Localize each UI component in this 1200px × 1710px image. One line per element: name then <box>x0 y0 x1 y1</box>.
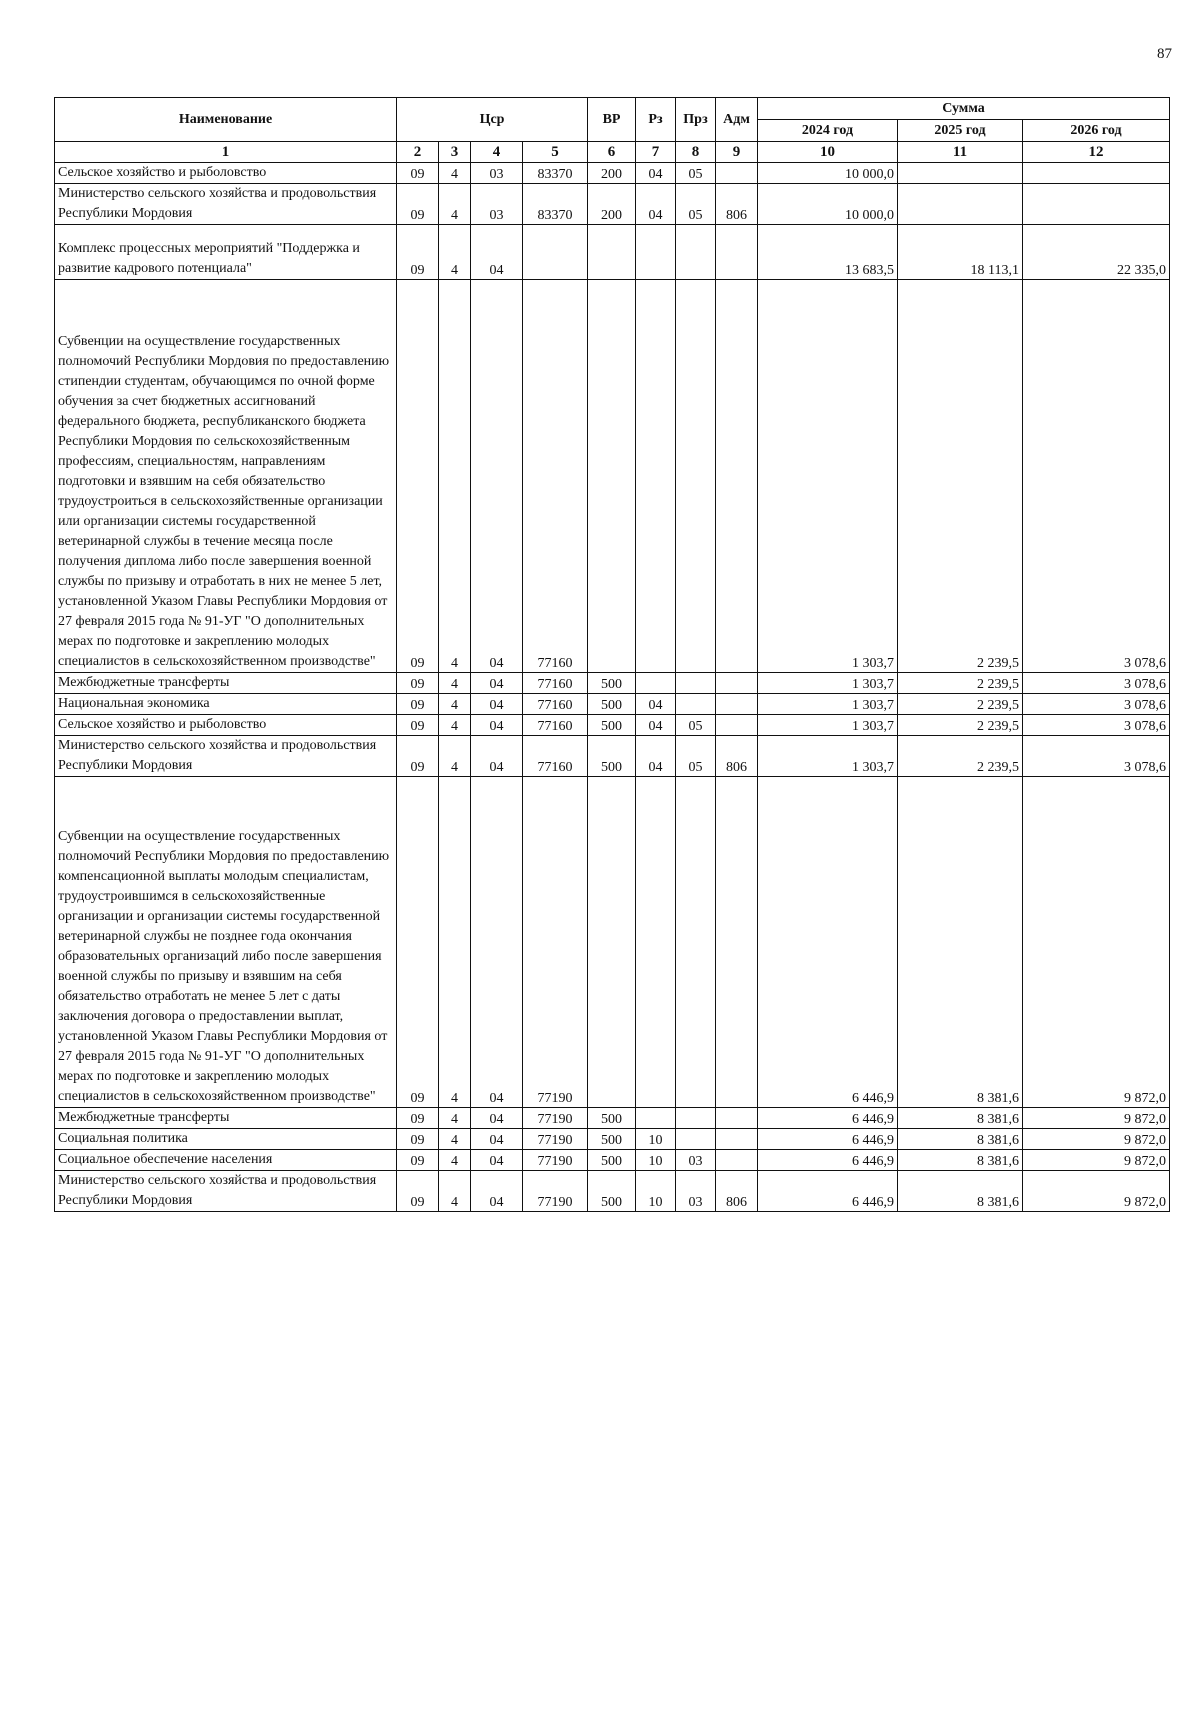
csr-program: 09 <box>397 1171 439 1212</box>
table-row <box>55 163 1170 184</box>
column-number: 1 <box>55 142 397 163</box>
header-name: Наименование <box>55 98 397 142</box>
sum-2025: 8 381,6 <box>898 1171 1023 1212</box>
csr-direction: 77160 <box>523 715 588 736</box>
csr-type: 4 <box>439 1150 471 1171</box>
csr-complex: 04 <box>471 280 523 673</box>
prz-cell: 05 <box>676 736 716 777</box>
table-row <box>55 715 1170 736</box>
sum-2024: 1 303,7 <box>758 715 898 736</box>
csr-direction: 77190 <box>523 777 588 1108</box>
table-row <box>55 777 1170 1108</box>
vr-cell: 500 <box>588 1108 636 1129</box>
table-row <box>55 1129 1170 1150</box>
sum-2025 <box>898 184 1023 225</box>
rz-cell <box>636 777 676 1108</box>
csr-type: 4 <box>439 163 471 184</box>
header-row-top <box>55 98 1170 120</box>
vr-cell: 500 <box>588 694 636 715</box>
rz-cell: 10 <box>636 1171 676 1212</box>
sum-2026: 3 078,6 <box>1023 736 1170 777</box>
row-name: Комплекс процессных мероприятий "Поддержка и развитие кадрового потенциала" <box>55 225 397 280</box>
csr-direction: 77190 <box>523 1171 588 1212</box>
table-row <box>55 673 1170 694</box>
row-name: Национальная экономика <box>55 694 397 715</box>
sum-2026: 9 872,0 <box>1023 1108 1170 1129</box>
csr-program: 09 <box>397 673 439 694</box>
csr-direction: 83370 <box>523 184 588 225</box>
table-row <box>55 736 1170 777</box>
sum-2024: 10 000,0 <box>758 184 898 225</box>
csr-direction: 77190 <box>523 1108 588 1129</box>
table-row <box>55 1150 1170 1171</box>
sum-2025: 8 381,6 <box>898 777 1023 1108</box>
sum-2026: 3 078,6 <box>1023 673 1170 694</box>
csr-type: 4 <box>439 184 471 225</box>
csr-program: 09 <box>397 280 439 673</box>
column-number: 9 <box>716 142 758 163</box>
sum-2026: 9 872,0 <box>1023 777 1170 1108</box>
sum-2025: 2 239,5 <box>898 280 1023 673</box>
sum-2026: 3 078,6 <box>1023 694 1170 715</box>
column-number: 5 <box>523 142 588 163</box>
table-row <box>55 1171 1170 1212</box>
column-number: 4 <box>471 142 523 163</box>
table-body <box>55 163 1170 1212</box>
sum-2024: 1 303,7 <box>758 280 898 673</box>
csr-complex: 04 <box>471 736 523 777</box>
sum-2025: 2 239,5 <box>898 694 1023 715</box>
prz-cell: 03 <box>676 1171 716 1212</box>
csr-complex: 04 <box>471 1108 523 1129</box>
sum-2026: 9 872,0 <box>1023 1171 1170 1212</box>
sum-2024: 13 683,5 <box>758 225 898 280</box>
adm-cell <box>716 1129 758 1150</box>
row-name: Субвенции на осуществление государственных полномочий Республики Мордовия по предоставлению стипендии студентам, обучающимся по очной форме обучения за счет бюджетных ассигнований федерального бюджета, республиканского бюджета Республики Мордовия по сельскохозяйственным профессиям, специальностям, направлениям подготовки и взявшим на себя обязательство трудоустроиться в сельскохозяйственные организации или организации системы государственной ветеринарной службы в течение месяца после получения диплома либо после завершения военной службы по призыву и отработать в них не менее 5 лет, установленной Указом Главы Республики Мордовия от 27 февраля 2015 года № 91-УГ "О дополнительных мерах по подготовке и закреплению молодых специалистов в сельскохозяйственном производстве" <box>55 280 397 673</box>
vr-cell: 200 <box>588 163 636 184</box>
rz-cell: 04 <box>636 694 676 715</box>
adm-cell <box>716 777 758 1108</box>
column-number: 7 <box>636 142 676 163</box>
sum-2024: 6 446,9 <box>758 777 898 1108</box>
adm-cell: 806 <box>716 184 758 225</box>
header-2024: 2024 год <box>758 120 898 142</box>
sum-2024: 6 446,9 <box>758 1129 898 1150</box>
vr-cell <box>588 225 636 280</box>
csr-type: 4 <box>439 1171 471 1212</box>
csr-program: 09 <box>397 715 439 736</box>
header-2026: 2026 год <box>1023 120 1170 142</box>
vr-cell: 500 <box>588 673 636 694</box>
csr-program: 09 <box>397 1150 439 1171</box>
sum-2025 <box>898 163 1023 184</box>
csr-direction: 83370 <box>523 163 588 184</box>
sum-2025: 8 381,6 <box>898 1150 1023 1171</box>
page-number: 87 <box>1157 46 1172 62</box>
vr-cell: 500 <box>588 715 636 736</box>
rz-cell: 10 <box>636 1129 676 1150</box>
sum-2024: 6 446,9 <box>758 1108 898 1129</box>
row-name: Министерство сельского хозяйства и продовольствия Республики Мордовия <box>55 1171 397 1212</box>
prz-cell <box>676 280 716 673</box>
csr-type: 4 <box>439 736 471 777</box>
csr-type: 4 <box>439 1108 471 1129</box>
csr-program: 09 <box>397 163 439 184</box>
table-row <box>55 225 1170 280</box>
budget-table <box>54 97 1170 1212</box>
csr-type: 4 <box>439 694 471 715</box>
rz-cell: 04 <box>636 736 676 777</box>
prz-cell <box>676 1129 716 1150</box>
prz-cell <box>676 777 716 1108</box>
adm-cell <box>716 225 758 280</box>
csr-complex: 04 <box>471 777 523 1108</box>
csr-complex: 04 <box>471 1129 523 1150</box>
sum-2025: 2 239,5 <box>898 673 1023 694</box>
csr-program: 09 <box>397 694 439 715</box>
sum-2024: 1 303,7 <box>758 736 898 777</box>
rz-cell <box>636 673 676 694</box>
csr-direction: 77160 <box>523 736 588 777</box>
sum-2025: 18 113,1 <box>898 225 1023 280</box>
prz-cell: 05 <box>676 184 716 225</box>
csr-direction: 77190 <box>523 1129 588 1150</box>
prz-cell <box>676 694 716 715</box>
rz-cell: 04 <box>636 184 676 225</box>
csr-complex: 04 <box>471 1150 523 1171</box>
sum-2026: 9 872,0 <box>1023 1129 1170 1150</box>
csr-complex: 04 <box>471 715 523 736</box>
column-number: 3 <box>439 142 471 163</box>
row-name: Сельское хозяйство и рыболовство <box>55 163 397 184</box>
sum-2026: 22 335,0 <box>1023 225 1170 280</box>
adm-cell <box>716 673 758 694</box>
csr-complex: 04 <box>471 225 523 280</box>
sum-2025: 8 381,6 <box>898 1108 1023 1129</box>
csr-type: 4 <box>439 715 471 736</box>
csr-type: 4 <box>439 777 471 1108</box>
row-name: Министерство сельского хозяйства и продовольствия Республики Мордовия <box>55 736 397 777</box>
column-number: 11 <box>898 142 1023 163</box>
csr-direction <box>523 225 588 280</box>
prz-cell <box>676 225 716 280</box>
vr-cell <box>588 280 636 673</box>
column-number: 6 <box>588 142 636 163</box>
sum-2026: 3 078,6 <box>1023 715 1170 736</box>
header-sum: Сумма <box>758 98 1170 120</box>
row-name: Субвенции на осуществление государственных полномочий Республики Мордовия по предоставлению компенсационной выплаты молодым специалистам, трудоустроившимся в сельскохозяйственные организации и организации системы государственной ветеринарной службы не позднее года окончания образовательных организаций либо после завершения военной службы по призыву и взявшим на себя обязательство отработать не менее 5 лет с даты заключения договора о предоставлении выплат, установленной Указом Главы Республики Мордовия от 27 февраля 2015 года № 91-УГ "О дополнительных мерах по подготовке и закреплению молодых специалистов в сельскохозяйственном производстве" <box>55 777 397 1108</box>
csr-direction: 77160 <box>523 694 588 715</box>
csr-direction: 77160 <box>523 673 588 694</box>
vr-cell: 500 <box>588 1129 636 1150</box>
adm-cell <box>716 1108 758 1129</box>
table-row <box>55 280 1170 673</box>
csr-type: 4 <box>439 1129 471 1150</box>
vr-cell <box>588 777 636 1108</box>
column-number: 2 <box>397 142 439 163</box>
prz-cell: 03 <box>676 1150 716 1171</box>
csr-program: 09 <box>397 184 439 225</box>
adm-cell <box>716 163 758 184</box>
rz-cell <box>636 225 676 280</box>
csr-type: 4 <box>439 225 471 280</box>
csr-program: 09 <box>397 1129 439 1150</box>
header-vr: ВР <box>588 98 636 142</box>
csr-program: 09 <box>397 777 439 1108</box>
column-number: 8 <box>676 142 716 163</box>
csr-complex: 04 <box>471 694 523 715</box>
header-prz: Прз <box>676 98 716 142</box>
rz-cell <box>636 280 676 673</box>
vr-cell: 500 <box>588 1150 636 1171</box>
csr-type: 4 <box>439 673 471 694</box>
header-adm: Адм <box>716 98 758 142</box>
csr-direction: 77160 <box>523 280 588 673</box>
row-name: Министерство сельского хозяйства и продовольствия Республики Мордовия <box>55 184 397 225</box>
sum-2024: 1 303,7 <box>758 673 898 694</box>
rz-cell: 10 <box>636 1150 676 1171</box>
sum-2026: 9 872,0 <box>1023 1150 1170 1171</box>
column-number-row <box>55 142 1170 163</box>
csr-complex: 03 <box>471 163 523 184</box>
table-row <box>55 1108 1170 1129</box>
sum-2026: 3 078,6 <box>1023 280 1170 673</box>
rz-cell: 04 <box>636 715 676 736</box>
sum-2024: 6 446,9 <box>758 1150 898 1171</box>
csr-type: 4 <box>439 280 471 673</box>
table-row <box>55 184 1170 225</box>
sum-2025: 8 381,6 <box>898 1129 1023 1150</box>
adm-cell: 806 <box>716 736 758 777</box>
sum-2024: 1 303,7 <box>758 694 898 715</box>
rz-cell: 04 <box>636 163 676 184</box>
column-number: 12 <box>1023 142 1170 163</box>
csr-program: 09 <box>397 225 439 280</box>
column-number: 10 <box>758 142 898 163</box>
sum-2026 <box>1023 184 1170 225</box>
prz-cell <box>676 673 716 694</box>
vr-cell: 200 <box>588 184 636 225</box>
row-name: Межбюджетные трансферты <box>55 1108 397 1129</box>
sum-2025: 2 239,5 <box>898 715 1023 736</box>
header-csr: Цср <box>397 98 588 142</box>
vr-cell: 500 <box>588 1171 636 1212</box>
csr-program: 09 <box>397 736 439 777</box>
csr-complex: 04 <box>471 1171 523 1212</box>
sum-2024: 10 000,0 <box>758 163 898 184</box>
vr-cell: 500 <box>588 736 636 777</box>
sum-2025: 2 239,5 <box>898 736 1023 777</box>
row-name: Социальная политика <box>55 1129 397 1150</box>
csr-complex: 03 <box>471 184 523 225</box>
row-name: Социальное обеспечение населения <box>55 1150 397 1171</box>
csr-direction: 77190 <box>523 1150 588 1171</box>
prz-cell: 05 <box>676 163 716 184</box>
row-name: Сельское хозяйство и рыболовство <box>55 715 397 736</box>
header-2025: 2025 год <box>898 120 1023 142</box>
adm-cell <box>716 694 758 715</box>
csr-program: 09 <box>397 1108 439 1129</box>
rz-cell <box>636 1108 676 1129</box>
sum-2026 <box>1023 163 1170 184</box>
sum-2024: 6 446,9 <box>758 1171 898 1212</box>
row-name: Межбюджетные трансферты <box>55 673 397 694</box>
prz-cell: 05 <box>676 715 716 736</box>
csr-complex: 04 <box>471 673 523 694</box>
adm-cell <box>716 1150 758 1171</box>
header-rz: Рз <box>636 98 676 142</box>
adm-cell: 806 <box>716 1171 758 1212</box>
table-row <box>55 694 1170 715</box>
adm-cell <box>716 280 758 673</box>
adm-cell <box>716 715 758 736</box>
prz-cell <box>676 1108 716 1129</box>
